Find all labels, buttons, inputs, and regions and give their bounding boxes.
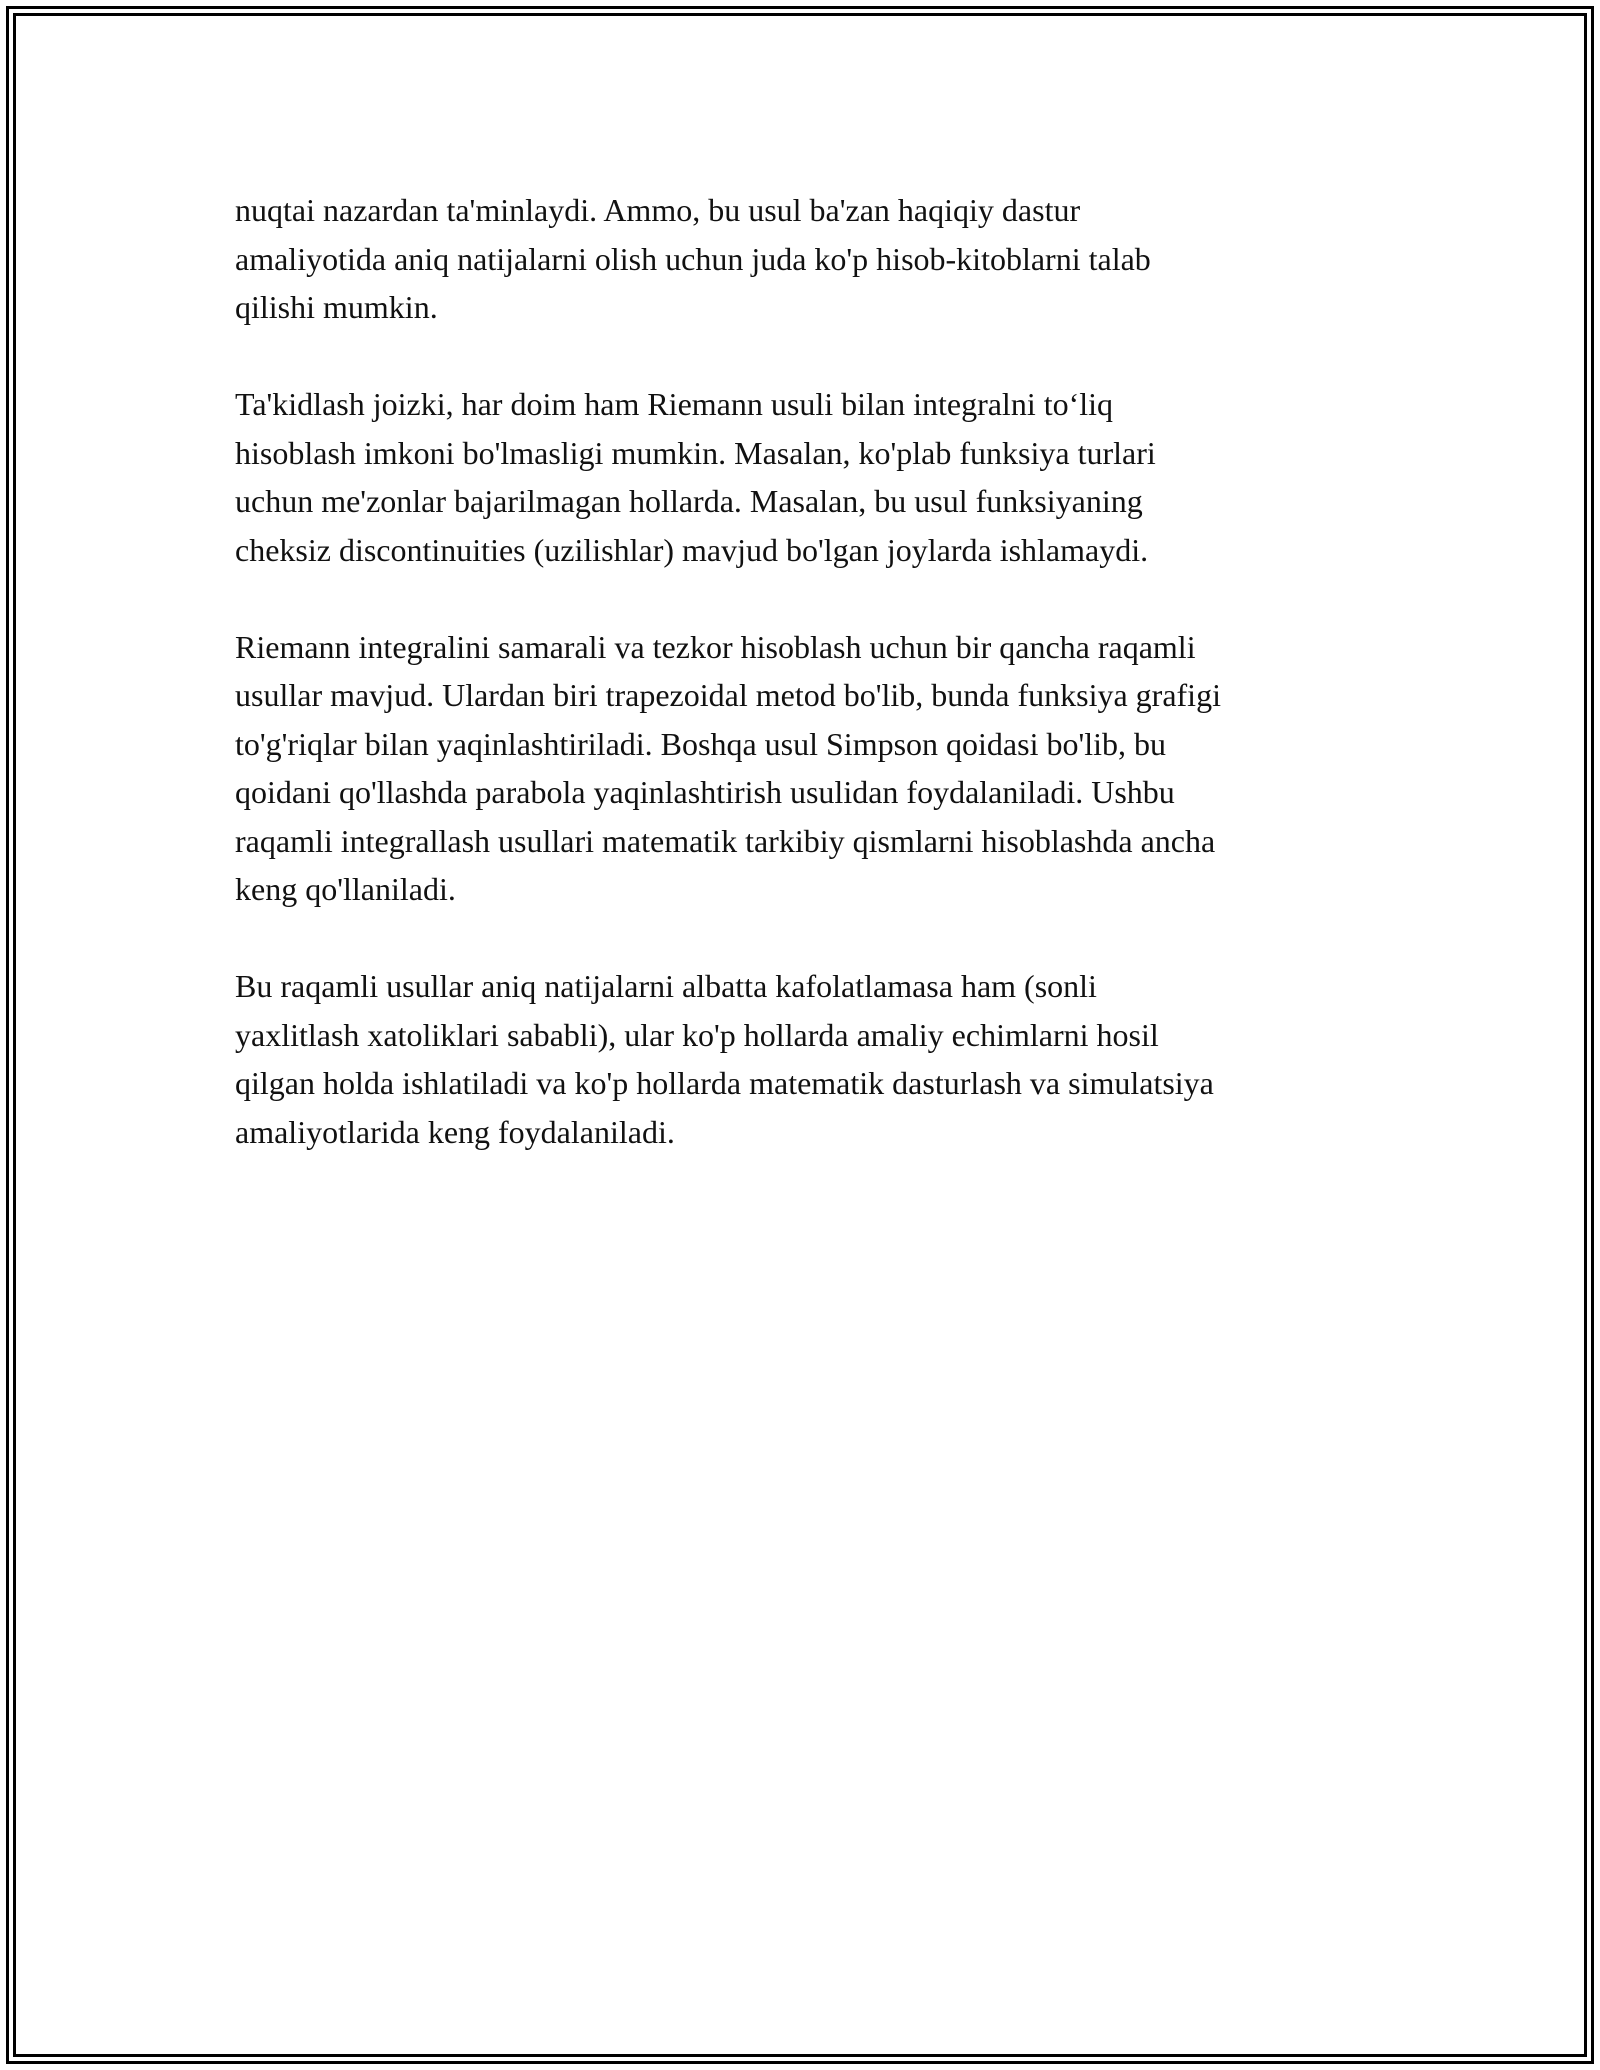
paragraph-line: Riemann integralini samarali va tezkor hisoblash uchun bir qancha raqamli <box>235 628 1196 665</box>
paragraph-line: uchun me'zonlar bajarilmagan hollarda. Masalan, bu usul funksiyaning <box>235 483 1143 519</box>
paragraph-line: cheksiz discontinuities (uzilishlar) mavjud bo'lgan joylarda ishlamaydi. <box>235 531 1149 568</box>
paragraph-line: amaliyotida aniq natijalarni olish uchun juda ko'p hisob-kitoblarni talab <box>235 240 1151 277</box>
paragraph-line: qoidani qo'llashda parabola yaqinlashtirish usulidan foydalaniladi. Ushbu <box>235 774 1175 810</box>
paragraph-2 <box>235 380 1385 574</box>
paragraph-line: amaliyotlarida keng foydalaniladi. <box>235 1113 675 1150</box>
paragraph-line: usullar mavjud. Ulardan biri trapezoidal metod bo'lib, bunda funksiya grafigi <box>235 677 1221 713</box>
paragraph-line: nuqtai nazardan ta'minlaydi. Ammo, bu usul ba'zan haqiqiy dastur <box>235 192 1081 228</box>
document-body <box>235 186 1385 1205</box>
paragraph-line: qilishi mumkin. <box>235 289 438 325</box>
paragraph-line: hisoblash imkoni bo'lmasligi mumkin. Masalan, ko'plab funksiya turlari <box>235 434 1156 471</box>
paragraph-line: keng qo'llaniladi. <box>235 871 456 907</box>
paragraph-4 <box>235 962 1385 1156</box>
paragraph-line: Bu raqamli usullar aniq natijalarni albatta kafolatlamasa ham (sonli <box>235 968 1097 1004</box>
paragraph-line: qilgan holda ishlatiladi va ko'p hollarda matematik dasturlash va simulatsiya <box>235 1065 1214 1101</box>
paragraph-line: to'g'riqlar bilan yaqinlashtiriladi. Boshqa usul Simpson qoidasi bo'lib, bu <box>235 725 1167 762</box>
paragraph-line: raqamli integrallash usullari matematik tarkibiy qismlarni hisoblashda ancha <box>235 822 1216 859</box>
paragraph-3 <box>235 623 1385 914</box>
paragraph-1 <box>235 186 1385 332</box>
paragraph-line: yaxlitlash xatoliklari sababli), ular ko'p hollarda amaliy echimlarni hosil <box>235 1016 1159 1053</box>
paragraph-line: Ta'kidlash joizki, har doim ham Riemann usuli bilan integralni to‘liq <box>235 386 1114 422</box>
